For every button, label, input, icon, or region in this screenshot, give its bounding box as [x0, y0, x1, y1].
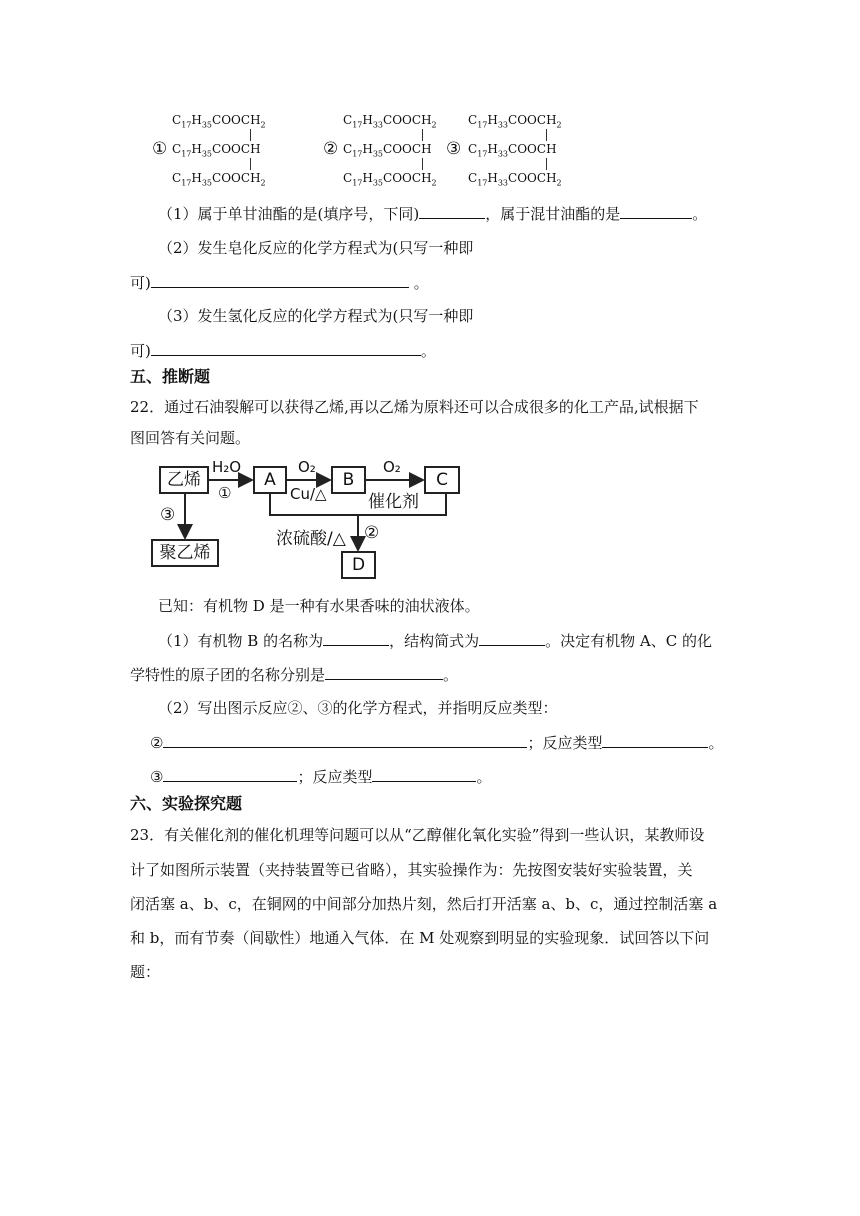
label-catalyst: 催化剂: [368, 492, 419, 512]
marker-2: ②: [323, 139, 339, 159]
q23-line5: 题：: [130, 963, 161, 981]
text: ，结构简式为: [389, 632, 480, 650]
text: 。: [420, 342, 436, 360]
text: 可): [130, 274, 151, 292]
structure-1-line1: $C_{17}H_{35}COOCH_2$: [172, 113, 266, 130]
label-r3: ③: [160, 505, 176, 525]
structure-1-line3: $C_{17}H_{35}COOCH_2$: [172, 171, 266, 188]
q22-part1-cont: [130, 664, 458, 685]
answer-blank[interactable]: [163, 732, 527, 748]
text: 。: [443, 666, 459, 684]
text: ②: [150, 734, 164, 752]
label-o2-b: O₂: [383, 458, 401, 476]
q22-reaction-2: [150, 732, 723, 753]
q21-part2: （2）发生皂化反应的化学方程式为(只写一种即: [158, 239, 474, 257]
label-r1: ①: [218, 484, 232, 502]
text: 。: [408, 274, 429, 292]
text: 学特性的原子团的名称分别是: [130, 666, 326, 684]
marker-1: ①: [152, 139, 168, 159]
text: 。: [476, 768, 492, 786]
q23-line4: 和 b，而有节奏（间歇性）地通入气体．在 M 处观察到明显的实验现象．试回答以下问: [130, 929, 710, 947]
box-polyethylene: 聚乙烯: [151, 539, 219, 567]
text: 。决定有机物 A、C 的化: [545, 632, 712, 650]
section-heading-6: 六、实验探究题: [130, 794, 243, 813]
structure-3-line1: $C_{17}H_{33}COOCH_2$: [468, 113, 562, 130]
q23-line2: 计了如图所示装置（夹持装置等已省略），其实验操作为：先按图安装好实验装置，关: [130, 861, 693, 879]
box-c: C: [424, 466, 460, 494]
text: （1）属于单甘油酯的是(填序号，下同): [158, 205, 420, 223]
q23-line1: 23．有关催化剂的催化机理等问题可以从“乙醇催化氧化实验”得到一些认识，某教师设: [130, 826, 705, 844]
box-d: D: [341, 551, 376, 579]
structure-2-line3: $C_{17}H_{35}COOCH_2$: [343, 171, 437, 188]
answer-blank[interactable]: [602, 732, 708, 748]
answer-blank[interactable]: [372, 766, 476, 782]
label-cu: Cu/△: [290, 485, 327, 503]
q22-stem-line2: 图回答有关问题。: [130, 429, 251, 447]
q22-reaction-3: [150, 766, 491, 787]
q22-stem-line1: 22．通过石油裂解可以获得乙烯,再以乙烯为原料还可以合成很多的化工产品,试根据下: [130, 398, 699, 416]
answer-blank[interactable]: [325, 664, 443, 680]
structure-2-line1: $C_{17}H_{33}COOCH_2$: [343, 113, 437, 130]
text: ；反应类型: [527, 734, 603, 752]
q22-part1: [158, 630, 712, 651]
text: 。: [692, 205, 708, 223]
text: （1）有机物 B 的名称为: [158, 632, 324, 650]
label-acid: 浓硫酸/△: [276, 529, 346, 549]
diagram-arrows: [0, 0, 860, 600]
answer-blank[interactable]: [479, 630, 545, 646]
box-a: A: [253, 466, 287, 494]
answer-blank[interactable]: [163, 766, 297, 782]
q22-part2: （2）写出图示反应②、③的化学方程式，并指明反应类型：: [158, 699, 558, 717]
label-r2: ②: [364, 523, 380, 543]
box-b: B: [331, 466, 366, 494]
label-h2o: H₂O: [212, 458, 242, 476]
label-o2-a: O₂: [298, 458, 316, 476]
q22-known: 已知：有机物 D 是一种有水果香味的油状液体。: [158, 597, 480, 615]
structure-2-line2: $C_{17}H_{35}COOCH$: [343, 142, 432, 159]
section-heading-5: 五、推断题: [130, 367, 211, 386]
text: ；反应类型: [297, 768, 373, 786]
structure-3-line2: $C_{17}H_{33}COOCH$: [468, 142, 557, 159]
text: ，属于混甘油酯的是: [485, 205, 621, 223]
structure-3-line3: $C_{17}H_{33}COOCH_2$: [468, 171, 562, 188]
q23-line3: 闭活塞 a、b、c，在铜网的中间部分加热片刻，然后打开活塞 a、b、c，通过控制活塞 a: [130, 895, 718, 913]
answer-blank[interactable]: [323, 630, 389, 646]
text: 可): [130, 342, 151, 360]
box-ethylene: 乙烯: [159, 466, 209, 494]
q21-part3: （3）发生氢化反应的化学方程式为(只写一种即: [158, 307, 474, 325]
marker-3: ③: [446, 139, 462, 159]
structure-1-line2: $C_{17}H_{35}COOCH$: [172, 142, 261, 159]
text: 。: [708, 734, 724, 752]
text: ③: [150, 768, 164, 786]
